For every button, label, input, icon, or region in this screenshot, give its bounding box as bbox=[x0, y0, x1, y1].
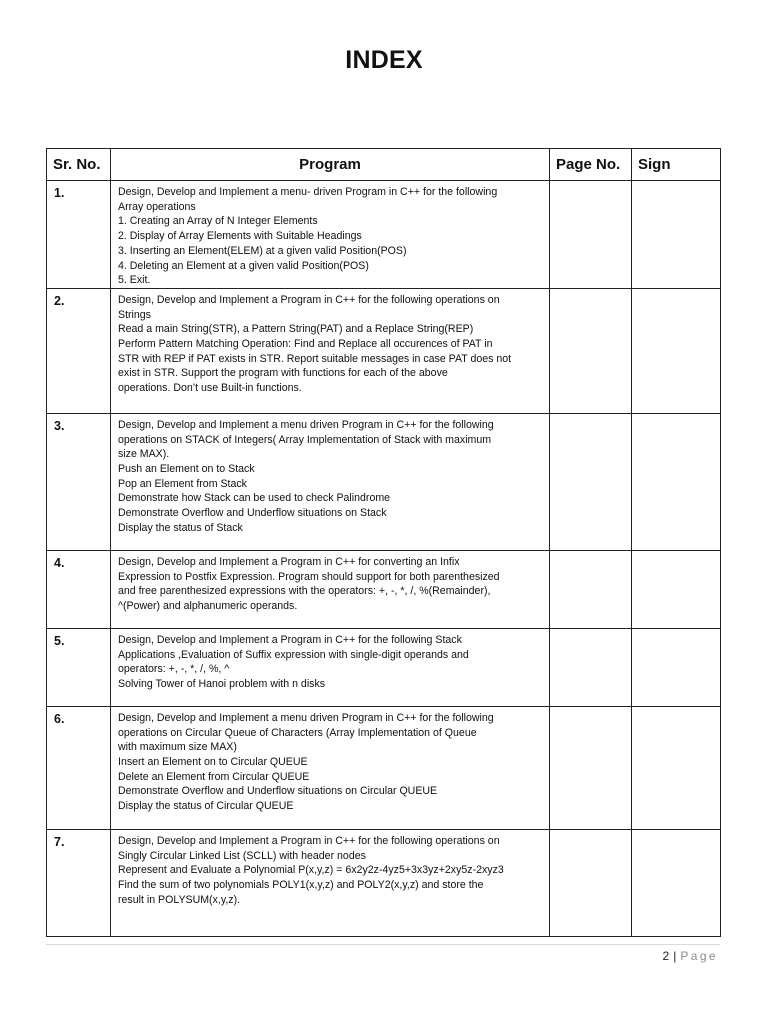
program-line: Applications ,Evaluation of Suffix expression with single-digit operands and bbox=[118, 648, 469, 661]
program-line: 2. Display of Array Elements with Suitable Headings bbox=[118, 230, 362, 243]
program-line: Read a main String(STR), a Pattern String(PAT) and a Replace String(REP) bbox=[118, 323, 474, 336]
row-sr-no: 7. bbox=[47, 829, 111, 936]
program-line: Pop an Element from Stack bbox=[118, 477, 247, 490]
program-line: and free parenthesized expressions with the operators: +, -, *, /, %(Remainder), bbox=[118, 585, 491, 598]
table-row bbox=[47, 550, 721, 628]
row-page-no bbox=[550, 829, 632, 936]
row-sign bbox=[632, 628, 721, 706]
row-page-no bbox=[550, 413, 632, 550]
program-line: 5. Exit. bbox=[118, 274, 151, 287]
program-line: Singly Circular Linked List (SCLL) with header nodes bbox=[118, 849, 366, 862]
program-line: exist in STR. Support the program with functions for each of the above bbox=[118, 367, 448, 380]
footer-separator: | bbox=[673, 949, 677, 963]
table-row bbox=[47, 181, 721, 289]
row-sr-no: 5. bbox=[47, 628, 111, 706]
row-page-no bbox=[550, 706, 632, 829]
page-number: 2 bbox=[662, 949, 670, 963]
table-body bbox=[47, 181, 721, 937]
table-row bbox=[47, 706, 721, 829]
program-line: STR with REP if PAT exists in STR. Report suitable messages in case PAT does not bbox=[118, 352, 512, 365]
program-line: Design, Develop and Implement a menu driven Program in C++ for the following bbox=[118, 711, 494, 724]
program-line: 1. Creating an Array of N Integer Elements bbox=[118, 215, 318, 228]
program-line: Strings bbox=[118, 308, 151, 321]
program-line: ^(Power) and alphanumeric operands. bbox=[118, 600, 298, 613]
row-sign bbox=[632, 706, 721, 829]
page-word: Page bbox=[680, 949, 718, 963]
program-line: operations on STACK of Integers( Array Implementation of Stack with maximum bbox=[118, 433, 492, 446]
row-sign bbox=[632, 413, 721, 550]
header-sign: Sign bbox=[632, 149, 721, 181]
program-line: operations on Circular Queue of Characters (Array Implementation of Queue bbox=[118, 726, 477, 739]
program-line: Design, Develop and Implement a Program in C++ for the following Stack bbox=[118, 633, 462, 646]
row-sr-no: 2. bbox=[47, 288, 111, 413]
program-line: Display the status of Stack bbox=[118, 521, 243, 534]
program-line: size MAX). bbox=[118, 448, 170, 461]
program-line: Design, Develop and Implement a Program in C++ for converting an Infix bbox=[118, 555, 460, 568]
program-line: result in POLYSUM(x,y,z). bbox=[118, 893, 241, 906]
program-line: Display the status of Circular QUEUE bbox=[118, 800, 294, 813]
program-line: Design, Develop and Implement a menu- driven Program in C++ for the following bbox=[118, 186, 498, 198]
program-line: 3. Inserting an Element(ELEM) at a given valid Position(POS) bbox=[118, 244, 407, 257]
row-program bbox=[111, 628, 550, 706]
row-sign bbox=[632, 550, 721, 628]
program-line: Demonstrate Overflow and Underflow situations on Circular QUEUE bbox=[118, 785, 438, 798]
footer-divider bbox=[46, 944, 720, 945]
row-program bbox=[111, 706, 550, 829]
row-sign bbox=[632, 829, 721, 936]
row-program bbox=[111, 829, 550, 936]
program-line: Represent and Evaluate a Polynomial P(x,y,z) = 6x2y2z-4yz5+3x3yz+2xy5z-2xyz3 bbox=[118, 864, 504, 877]
row-sign bbox=[632, 288, 721, 413]
program-line: Find the sum of two polynomials POLY1(x,y,z) and POLY2(x,y,z) and store the bbox=[118, 879, 484, 892]
program-line: Expression to Postfix Expression. Program should support for both parenthesized bbox=[118, 570, 500, 583]
table-row bbox=[47, 829, 721, 936]
row-program bbox=[111, 413, 550, 550]
row-sr-no: 6. bbox=[47, 706, 111, 829]
row-page-no bbox=[550, 181, 632, 289]
program-line: Solving Tower of Hanoi problem with n disks bbox=[118, 678, 326, 691]
row-sr-no: 1. bbox=[47, 181, 111, 289]
index-table bbox=[46, 148, 721, 937]
program-line: Design, Develop and Implement a Program in C++ for the following operations on bbox=[118, 834, 500, 847]
header-row bbox=[47, 149, 721, 181]
program-line: Push an Element on to Stack bbox=[118, 463, 255, 476]
program-line: Design, Develop and Implement a Program in C++ for the following operations on bbox=[118, 293, 500, 306]
program-line: Insert an Element on to Circular QUEUE bbox=[118, 756, 308, 769]
program-line: Perform Pattern Matching Operation: Find and Replace all occurences of PAT in bbox=[118, 338, 493, 351]
program-line: 4. Deleting an Element at a given valid Position(POS) bbox=[118, 259, 369, 272]
header-program: Program bbox=[111, 149, 550, 181]
page-footer bbox=[663, 949, 718, 963]
program-line: Delete an Element from Circular QUEUE bbox=[118, 770, 310, 783]
program-line: with maximum size MAX) bbox=[118, 741, 237, 754]
header-sr-no: Sr. No. bbox=[47, 149, 111, 181]
program-line: Demonstrate how Stack can be used to check Palindrome bbox=[118, 492, 391, 505]
program-line: operators: +, -, *, /, %, ^ bbox=[118, 663, 230, 676]
page-title: INDEX bbox=[345, 46, 423, 74]
table-row bbox=[47, 288, 721, 413]
program-line: Demonstrate Overflow and Underflow situations on Stack bbox=[118, 507, 387, 520]
row-program bbox=[111, 550, 550, 628]
row-sign bbox=[632, 181, 721, 289]
program-line: Design, Develop and Implement a menu driven Program in C++ for the following bbox=[118, 418, 494, 431]
row-page-no bbox=[550, 550, 632, 628]
row-program bbox=[111, 288, 550, 413]
program-line: operations. Don’t use Built-in functions. bbox=[118, 382, 302, 395]
row-sr-no: 3. bbox=[47, 413, 111, 550]
row-page-no bbox=[550, 628, 632, 706]
row-page-no bbox=[550, 288, 632, 413]
table-row bbox=[47, 628, 721, 706]
row-sr-no: 4. bbox=[47, 550, 111, 628]
program-line: Array operations bbox=[118, 200, 196, 213]
header-page-no: Page No. bbox=[550, 149, 632, 181]
table-row bbox=[47, 413, 721, 550]
row-program bbox=[111, 181, 550, 289]
